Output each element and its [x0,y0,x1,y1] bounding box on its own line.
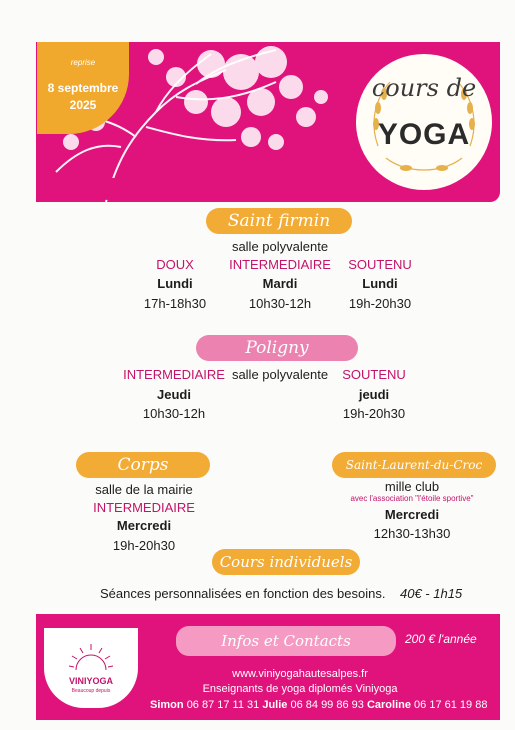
contact-phone-simon[interactable]: 06 87 17 11 31 [186,699,260,711]
corps-venue: salle de la mairie [95,482,193,497]
saint-firmin-time-3: 19h-20h30 [348,296,412,311]
poligny-time-2: 19h-20h30 [342,406,406,421]
reprise-date-day: 8 septembre [47,81,119,95]
contact-name-simon: Simon [150,699,184,711]
poligny-level-2: SOUTENU [342,367,406,382]
section-saint-firmin-title: Saint firmin [206,208,352,234]
saint-firmin-level-3: SOUTENU [348,257,412,272]
logo-subtitle: Beaucoup depuis [71,688,111,694]
saint-laurent-day: Mercredi [384,507,440,522]
saint-firmin-day-2: Mardi [262,276,298,291]
reprise-date-year: 2025 [69,98,97,112]
contact-phone-julie[interactable]: 06 84 99 86 93 [290,699,364,711]
section-poligny-title: Poligny [196,335,358,361]
section-individuels-title: Cours individuels [212,549,360,575]
section-corps-title: Corps [76,452,210,478]
poligny-level-1: INTERMEDIAIRE [123,367,225,382]
individuels-text: Séances personnalisées en fonction des besoins. [100,586,386,601]
infos-contacts-title: Infos et Contacts [176,626,396,656]
saint-firmin-venue: salle polyvalente [231,239,329,254]
logo-name: VINIYOGA [68,676,113,686]
teachers-line: Enseignants de yoga diplomés Viniyoga [202,683,398,695]
saint-firmin-day-1: Lundi [157,276,193,291]
saint-firmin-time-2: 10h30-12h [248,296,312,311]
saint-firmin-time-1: 17h-18h30 [143,296,207,311]
title-yoga: YOGA [377,118,471,151]
saint-firmin-level-1: DOUX [156,257,194,272]
saint-laurent-time: 12h30-13h30 [373,526,451,541]
sun-logo-icon [44,628,138,708]
poligny-venue: salle polyvalente [231,367,329,382]
reprise-date [37,80,129,114]
contact-phone-caroline[interactable]: 06 17 61 19 88 [414,699,488,711]
poligny-day-2: jeudi [358,387,390,402]
corps-level: INTERMEDIAIRE [93,500,195,515]
title-cours-de: cours de [371,74,477,102]
individuels-price: 40€ - 1h15 [400,586,463,601]
contact-name-julie: Julie [262,699,288,711]
poligny-time-1: 10h30-12h [142,406,206,421]
reprise-label: reprise [70,58,96,67]
corps-time: 19h-20h30 [112,538,176,553]
viniyoga-logo [44,628,138,708]
section-saint-laurent-title: Saint-Laurent-du-Croc [332,452,496,478]
annual-price: 200 € l'année [405,632,477,646]
saint-firmin-level-2: INTERMEDIAIRE [229,257,331,272]
saint-firmin-day-3: Lundi [362,276,398,291]
website-link[interactable]: www.viniyogahautesalpes.fr [232,668,368,680]
contact-name-caroline: Caroline [366,699,411,711]
saint-laurent-note: avec l'association "l'étoile sportive" [350,494,474,503]
corps-day: Mercredi [116,518,172,533]
contacts-line [150,699,487,711]
saint-laurent-venue: mille club [384,479,440,494]
poligny-day-1: Jeudi [157,387,191,402]
